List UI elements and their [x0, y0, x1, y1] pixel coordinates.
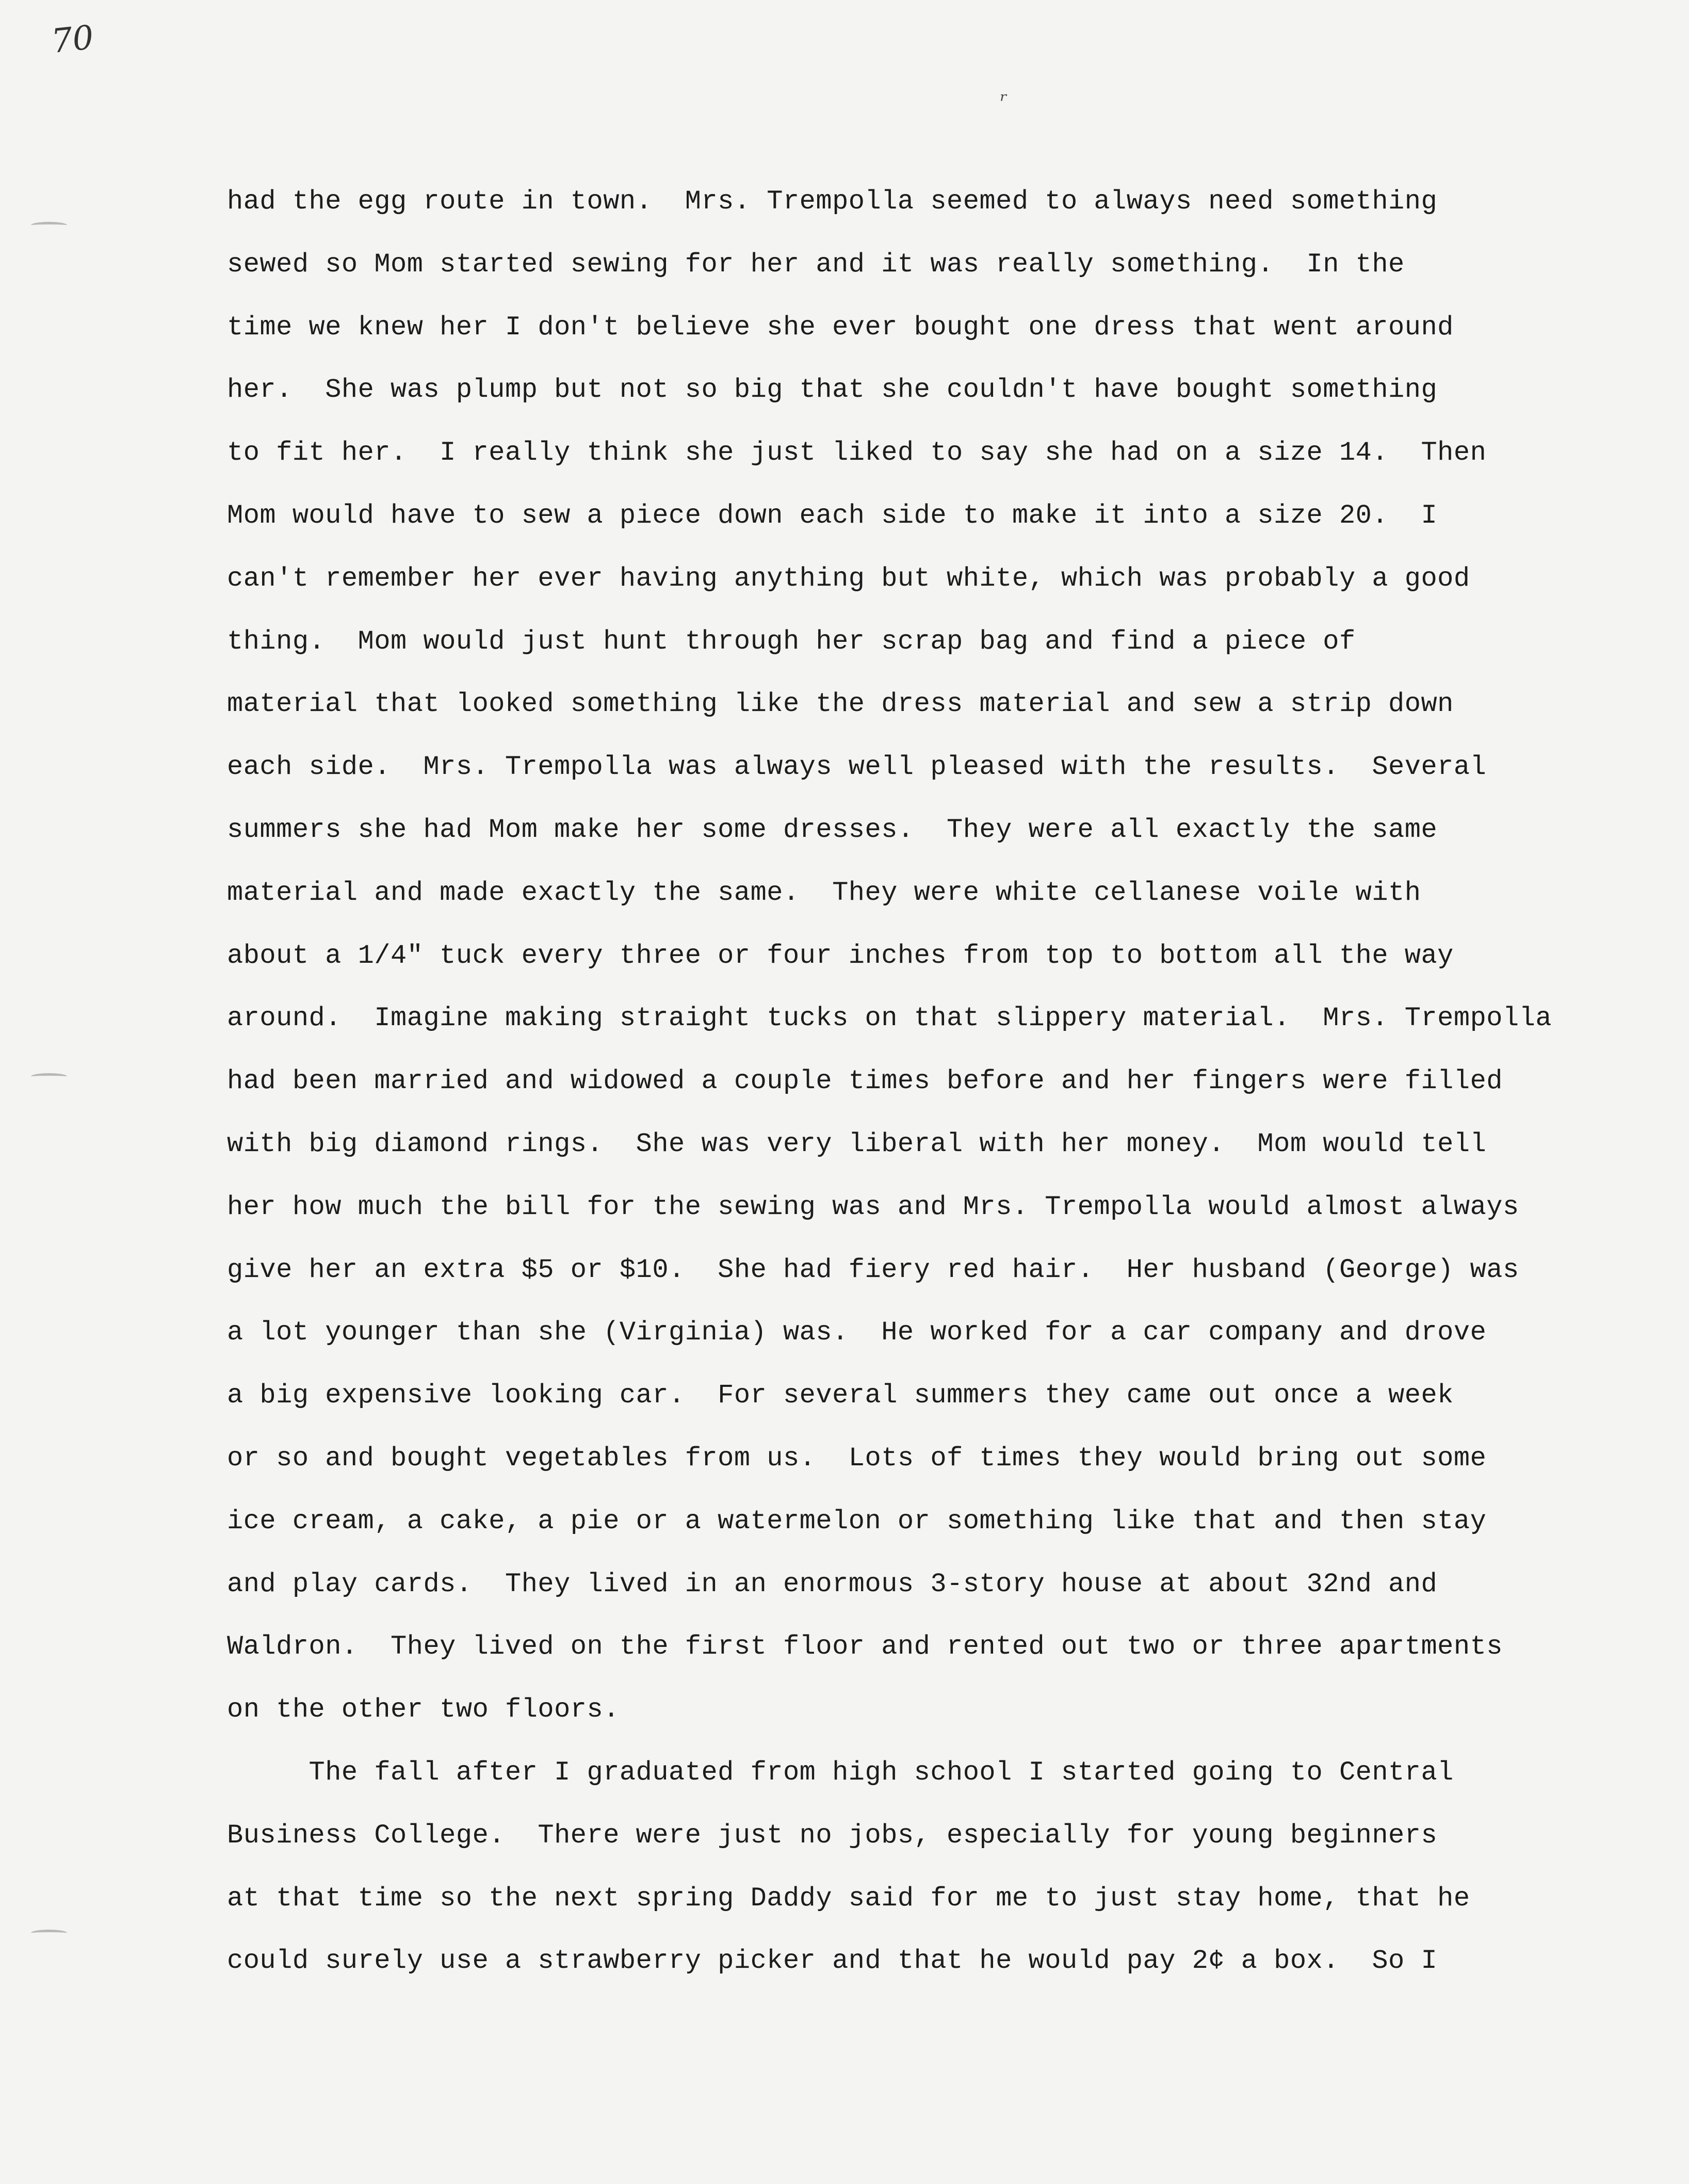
body-text — [227, 170, 1620, 1993]
text-line: could surely use a strawberry picker and that he would pay 2¢ a box. So I — [227, 1946, 1438, 1977]
text-line: Business College. There were just no jobs, especially for young beginners — [227, 1820, 1438, 1851]
text-line: to fit her. I really think she just liked to say she had on a size 14. Then — [227, 438, 1487, 468]
text-line: had been married and widowed a couple times before and her fingers were filled — [227, 1066, 1503, 1097]
pencil-mark: ʳ — [1000, 88, 1008, 114]
binder-hole-mark — [31, 222, 67, 229]
text-line: on the other two floors. — [227, 1694, 620, 1725]
text-line: about a 1/4" tuck every three or four inches from top to bottom all the way — [227, 940, 1454, 971]
page-number: 70 — [50, 18, 96, 61]
text-line: thing. Mom would just hunt through her scrap bag and find a piece of — [227, 626, 1356, 657]
text-line: Waldron. They lived on the first floor and rented out two or three apartments — [227, 1631, 1503, 1662]
text-line: sewed so Mom started sewing for her and it was really something. In the — [227, 249, 1405, 280]
binder-hole-mark — [31, 1073, 67, 1080]
text-line: a lot younger than she (Virginia) was. He worked for a car company and drove — [227, 1317, 1487, 1348]
text-line: material and made exactly the same. They were white cellanese voile with — [227, 877, 1421, 908]
text-line: material that looked something like the dress material and sew a strip down — [227, 689, 1454, 720]
text-line: give her an extra $5 or $10. She had fiery red hair. Her husband (George) was — [227, 1254, 1519, 1285]
text-line: had the egg route in town. Mrs. Trempolla seemed to always need something — [227, 186, 1438, 217]
text-line: around. Imagine making straight tucks on that slippery material. Mrs. Trempolla — [227, 1003, 1552, 1034]
text-line: or so and bought vegetables from us. Lots of times they would bring out some — [227, 1443, 1487, 1474]
text-line: ice cream, a cake, a pie or a watermelon or something like that and then stay — [227, 1506, 1487, 1536]
text-line: a big expensive looking car. For several summers they came out once a week — [227, 1380, 1454, 1411]
text-line: can't remember her ever having anything but white, which was probably a good — [227, 563, 1470, 594]
text-line: summers she had Mom make her some dresses. They were all exactly the same — [227, 814, 1438, 845]
text-line: her. She was plump but not so big that she couldn't have bought something — [227, 375, 1438, 406]
text-line: each side. Mrs. Trempolla was always well pleased with the results. Several — [227, 752, 1487, 783]
paragraph-start-line: The fall after I graduated from high school I started going to Central — [227, 1757, 1454, 1788]
text-line: at that time so the next spring Daddy said for me to just stay home, that he — [227, 1883, 1470, 1914]
binder-hole-mark — [31, 1930, 67, 1936]
text-line: Mom would have to sew a piece down each side to make it into a size 20. I — [227, 500, 1438, 531]
text-line: and play cards. They lived in an enormous 3-story house at about 32nd and — [227, 1568, 1438, 1599]
text-line: time we knew her I don't believe she ever bought one dress that went around — [227, 312, 1454, 343]
text-line: her how much the bill for the sewing was and Mrs. Trempolla would almost always — [227, 1191, 1519, 1222]
text-line: with big diamond rings. She was very liberal with her money. Mom would tell — [227, 1128, 1487, 1159]
